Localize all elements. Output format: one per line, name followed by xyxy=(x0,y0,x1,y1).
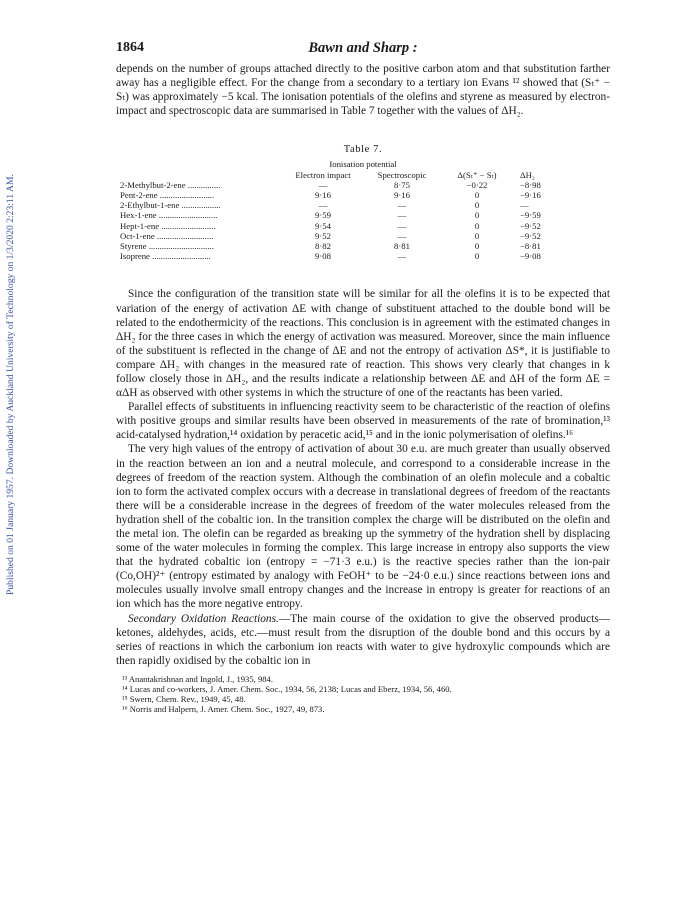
intro-paragraph: depends on the number of groups attached directly to the positive carbon atom and that substitution farther away has a negligible effect. For the change from a secondary to a tertiary ion Evans ¹² showed that (Sₜ⁺ − Sₜ) was approximately −5 kcal. The ionisation potentials of the olefins and styrene as measured by electron-impact and spectroscopic data are summarised in Table 7 together with the values of ΔH₂. xyxy=(116,63,610,118)
column-header-electron-impact: Electron impact xyxy=(295,169,351,180)
table-group-header-row xyxy=(120,159,576,169)
running-head: Bawn and Sharp : xyxy=(308,40,418,56)
body-paragraph: The very high values of the entropy of activation of about 30 e.u. are much greater than usually observed in the reaction between an ion and a neutral molecule, and correspond to a considerable increase in the degrees of freedom of the reaction system. Although the combination of an olefin molecule and a cobaltic ion to form the activated complex occurs with a decrease in translational degrees of freedom of the reactants there will be a considerable increase in the degrees of freedom of the water molecules released from the hydration shell of the cobaltic ion. In the transition complex the charge will be distributed on the olefin and the metal ion. The olefin can be regarded as breaking up the symmetry of the hydration shell by displacing some of the water molecules in forming the complex. This large increase in entropy also supports the view that the hydrated cobaltic ion (entropy = −71·3 e.u.) is the reactive species rather than the ion-pair (Co,OH)²⁺ (entropy estimated by analogy with FeOH⁺ to be −24·0 e.u.) since reactions between ions and molecules usually involve small entropy changes and the increase in entropy is greater for reactions of an ion which has the more negative entropy. xyxy=(116,443,610,611)
column-header-delta-s: Δ(Sₜ⁺ − Sₜ) xyxy=(457,169,497,180)
watermark-text: Published on 01 January 1957. Downloaded by Auckland University of Technology on 1/3/2020 2:23:11 AM. xyxy=(5,174,16,595)
table-row: Hex-1-ene ........................... 9·59 — 0 −9·59 xyxy=(120,210,541,221)
body-paragraph: Since the configuration of the transition state will be similar for all the olefins it is to be expected that variation of the energy of activation ΔE with change of substituent attached to the double bond will be related to the endothermicity of the reactions. This conclusion is in agreement with the estimated changes in ΔH₂ for the three cases in which the energy of activation was measured. Moreover, since the main influence of the substituent is reflected in the change of ΔE and not the entropy of activation ΔS*, it is justifiable to compare ΔH₂ with changes in the measured rate of reaction. This shows very clearly that changes in k follow closely those in ΔH₂, and the results indicate a relationship between ΔE and ΔH of the form ΔE = αΔH as observed with other systems in which the structure of one of the reactants has been varied. xyxy=(116,288,610,400)
section-heading: Secondary Oxidation Reactions. xyxy=(128,612,279,625)
footnotes xyxy=(116,674,610,714)
footnote: ¹⁶ Norris and Halpern, J. Amer. Chem. Soc., 1927, 49, 873. xyxy=(122,703,325,714)
table-row: Pent-2-ene ......................... 9·16 9·16 0 −9·16 xyxy=(120,189,541,200)
table-row: Isoprene ........................... 9·08 — 0 −9·08 xyxy=(120,251,541,262)
section-text: —The main course of the oxidation to give the observed products—ketones, aldehydes, acids, etc.—must result from the disruption of the double bond and this occurs by a series of reactions in which the carbonium ion reacts with water to give hydroxylic compounds which are then rapidly oxidised by the cobaltic ion in xyxy=(116,612,610,667)
secondary-oxidation-paragraph xyxy=(116,612,610,668)
footnote: ¹³ Anantakrishnan and Ingold, J., 1935, 984. xyxy=(122,673,273,684)
page-header xyxy=(116,40,610,62)
journal-page xyxy=(116,40,610,714)
table-row: Oct-1-ene .......................... 9·52 — 0 −9·52 xyxy=(120,230,541,241)
table-row: 2-Ethylbut-1-ene .................. — — 0 — xyxy=(120,200,529,211)
column-header-spectroscopic: Spectroscopic xyxy=(377,169,427,180)
group-header: Ionisation potential xyxy=(329,159,397,170)
page-number: 1864 xyxy=(116,40,144,55)
publication-watermark xyxy=(2,60,16,600)
table-row: Styrene .............................. 8·82 8·81 0 −8·81 xyxy=(120,241,541,251)
ionisation-table xyxy=(120,159,576,261)
table-title: Table 7. xyxy=(343,144,383,156)
column-header-delta-h: ΔH₂ xyxy=(520,169,535,180)
footnote: ¹⁴ Lucas and co-workers, J. Amer. Chem. Soc., 1934, 56, 2138; Lucas and Eberz, 1934, 56, 460. xyxy=(122,683,452,694)
footnote: ¹⁵ Swern, Chem. Rev., 1949, 45, 48. xyxy=(122,693,246,704)
table-row: 2-Methylbut-2-ene ............... — 8·75 −0·22 −8·98 xyxy=(120,179,541,190)
table-header-row xyxy=(120,170,576,180)
table-row: Hept-1-ene ......................... 9·54 — 0 −9·52 xyxy=(120,220,541,231)
body-paragraph: Parallel effects of substituents in influencing reactivity seem to be characteristic of the reaction of olefins with positive groups and similar results have been observed in measurements of the rate of bromination,¹³ acid-catalysed hydration,¹⁴ oxidation by peracetic acid,¹⁵ and in the ionic polymerisation of olefins.¹⁶ xyxy=(116,401,610,442)
